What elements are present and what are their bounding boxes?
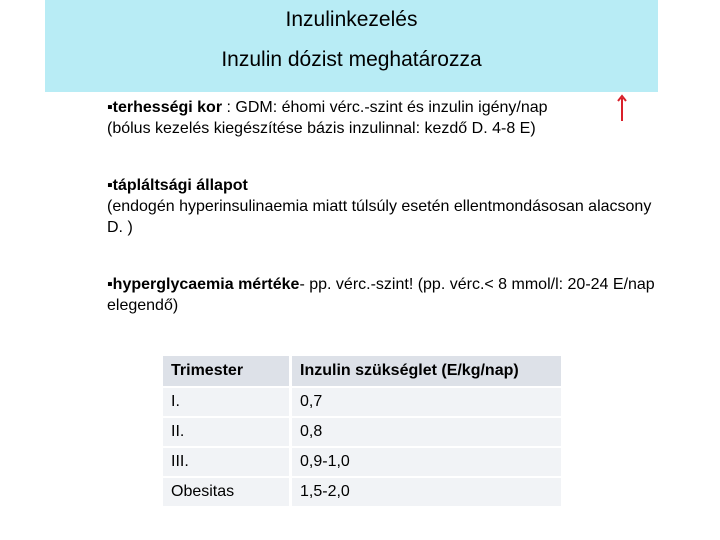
table-header-row [163,356,561,386]
table-row [163,448,561,476]
requirement-cell: 1,5-2,0 [292,478,561,506]
bullet-text: : GDM: éhomi vérc.-szint és inzulin igény/nap [222,99,548,116]
bullet-marker: ▪ [107,177,113,194]
requirement-cell: 0,9-1,0 [292,448,561,476]
page-subtitle: Inzulin dózist meghatározza [221,48,482,71]
bullet-term: hyperglycaemia mértéke [112,276,300,293]
title-banner [45,0,658,92]
column-header-requirement: Inzulin szükséglet (E/kg/nap) [292,356,561,386]
up-arrow-icon [616,94,628,122]
insulin-requirement-table [163,354,561,508]
bullet-gestational-age [107,97,667,139]
bullet-term: terhességi kor [112,99,223,116]
bullet-detail: (endogén hyperinsulinaemia miatt túlsúly esetén ellentmondásosan alacsony D. ) [107,198,652,236]
table-row [163,478,561,506]
bullet-hyperglycaemia [107,274,667,316]
trimester-cell: II. [163,418,292,446]
table-row [163,418,561,446]
trimester-cell: III. [163,448,292,476]
bullet-marker: ▪ [107,276,113,293]
column-header-trimester: Trimester [163,356,292,386]
bullet-marker: ▪ [107,99,113,116]
bullet-text: - pp. vérc.-szint! (pp. vérc.< 8 mmol/l: 20-24 E/nap elegendő) [107,276,655,314]
requirement-cell: 0,7 [292,388,561,416]
page-title: Inzulinkezelés [285,8,418,31]
bullet-term: tápláltsági állapot [112,177,248,194]
bullet-nutritional-state [107,175,667,238]
requirement-cell: 0,8 [292,418,561,446]
table-row [163,388,561,416]
bullet-detail: (bólus kezelés kiegészítése bázis inzulinnal: kezdő D. 4-8 E) [107,120,536,137]
trimester-cell: I. [163,388,292,416]
trimester-cell: Obesitas [163,478,292,506]
